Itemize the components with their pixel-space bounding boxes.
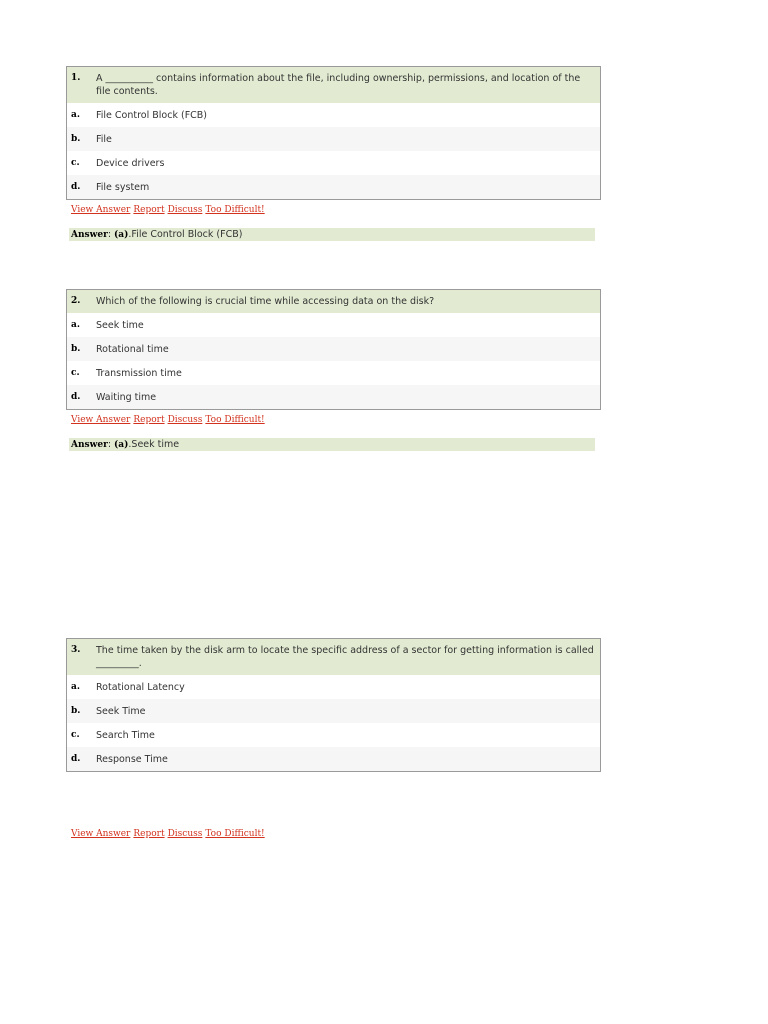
too-difficult-link[interactable]: Too Difficult! [205, 829, 265, 839]
option-row[interactable] [67, 337, 600, 361]
answer-bar [69, 438, 595, 451]
question-number: 2. [71, 296, 81, 306]
question-header [67, 67, 600, 103]
view-answer-link[interactable]: View Answer [71, 829, 131, 839]
option-row[interactable] [67, 361, 600, 385]
answer-separator: : [107, 439, 115, 450]
option-letter: c. [71, 158, 80, 168]
question-card [66, 289, 601, 410]
option-letter: b. [71, 344, 81, 354]
view-answer-link[interactable]: View Answer [71, 415, 131, 425]
question-text: The time taken by the disk arm to locate the specific address of a sector for getting information is called _________. [96, 645, 594, 669]
answer-label: Answer [71, 440, 108, 450]
answer-bar [69, 228, 595, 241]
report-link[interactable]: Report [133, 415, 165, 425]
discuss-link[interactable]: Discuss [167, 415, 203, 425]
answer-separator: : [107, 229, 115, 240]
option-letter: d. [71, 754, 81, 764]
question-text: Which of the following is crucial time while accessing data on the disk? [96, 296, 435, 307]
answer-label: Answer [71, 230, 108, 240]
too-difficult-link[interactable]: Too Difficult! [205, 415, 265, 425]
option-row[interactable] [67, 127, 600, 151]
discuss-link[interactable]: Discuss [167, 205, 203, 215]
option-text: Response Time [96, 753, 168, 765]
option-letter: a. [71, 320, 80, 330]
option-letter: d. [71, 392, 81, 402]
option-row[interactable] [67, 175, 600, 199]
option-text: Seek time [96, 319, 144, 331]
option-letter: b. [71, 706, 81, 716]
question-number: 3. [71, 645, 81, 655]
option-row[interactable] [67, 313, 600, 337]
question-header [67, 639, 600, 675]
report-link[interactable]: Report [133, 205, 165, 215]
too-difficult-link[interactable]: Too Difficult! [205, 205, 265, 215]
option-text: Device drivers [96, 157, 165, 169]
option-text: Transmission time [96, 367, 182, 379]
option-text: File Control Block (FCB) [96, 109, 208, 121]
option-row[interactable] [67, 747, 600, 771]
option-letter: c. [71, 730, 80, 740]
option-text: Seek Time [96, 705, 146, 717]
question-text: A __________ contains information about the file, including ownership, permissions, and location of the file contents. [96, 73, 581, 97]
option-row[interactable] [67, 675, 600, 699]
answer-letter: (a) [114, 230, 129, 240]
option-text: Rotational time [96, 343, 169, 355]
option-letter: c. [71, 368, 80, 378]
answer-text: .Seek time [128, 439, 180, 450]
option-text: Rotational Latency [96, 681, 185, 693]
option-letter: d. [71, 182, 81, 192]
option-letter: a. [71, 110, 80, 120]
option-text: Waiting time [96, 391, 157, 403]
option-letter: b. [71, 134, 81, 144]
answer-letter: (a) [114, 440, 129, 450]
option-row[interactable] [67, 699, 600, 723]
option-row[interactable] [67, 385, 600, 409]
option-text: Search Time [96, 729, 155, 741]
option-letter: a. [71, 682, 80, 692]
question-number: 1. [71, 73, 81, 83]
option-text: File [96, 133, 112, 145]
view-answer-link[interactable]: View Answer [71, 205, 131, 215]
discuss-link[interactable]: Discuss [167, 829, 203, 839]
question-links [71, 415, 268, 425]
option-text: File system [96, 181, 150, 193]
question-card [66, 66, 601, 200]
option-row[interactable] [67, 723, 600, 747]
question-header [67, 290, 600, 313]
report-link[interactable]: Report [133, 829, 165, 839]
question-links [71, 829, 268, 839]
question-links [71, 205, 268, 215]
option-row[interactable] [67, 151, 600, 175]
option-row[interactable] [67, 103, 600, 127]
question-card [66, 638, 601, 772]
answer-text: .File Control Block (FCB) [128, 229, 243, 240]
